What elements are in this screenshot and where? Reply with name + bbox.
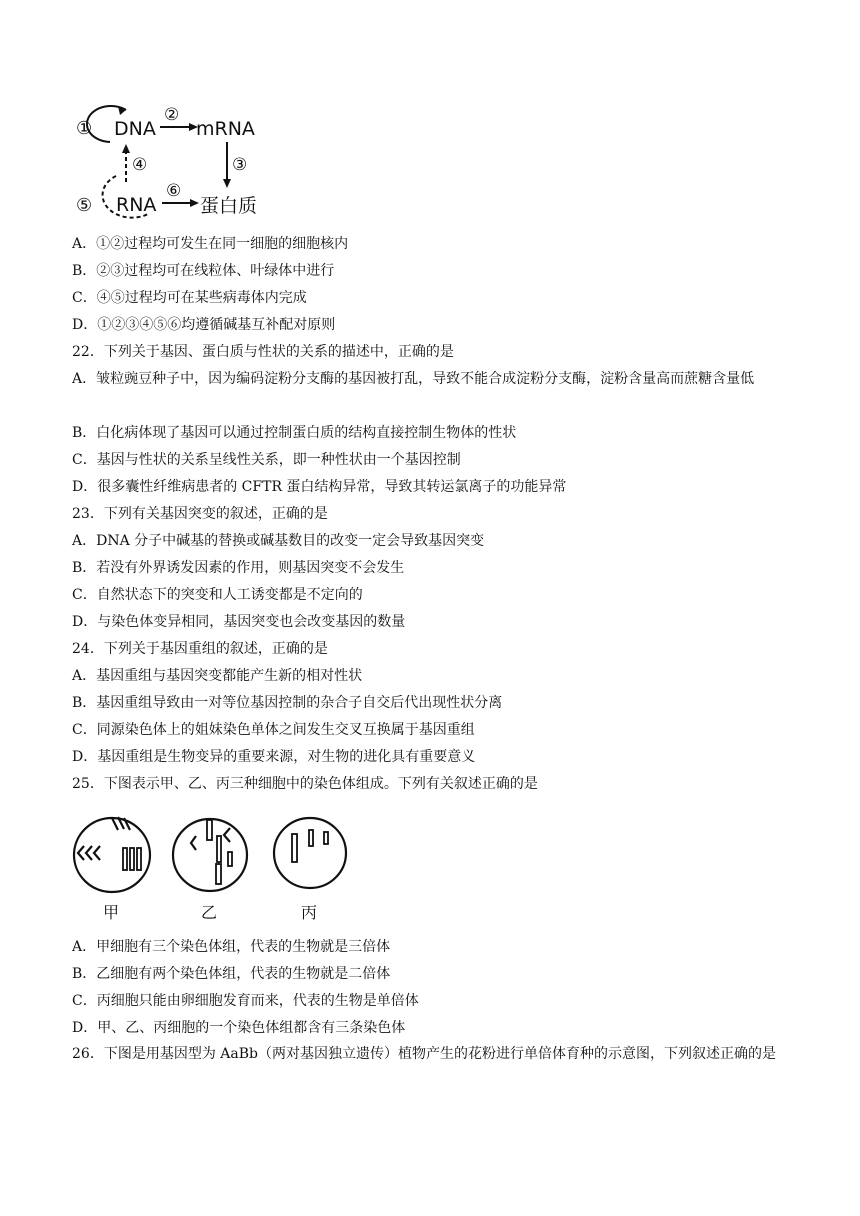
reverse-transcription-arrowhead (122, 144, 130, 153)
chromosome-cells-diagram (70, 808, 360, 923)
q23-option-b: B．若没有外界诱发因素的作用，则基因突变不会发生 (72, 560, 405, 576)
label-mrna: mRNA (196, 118, 255, 140)
label-protein: 蛋白质 (200, 195, 258, 217)
q23-option-c: C．自然状态下的突变和人工诱变都是不定向的 (72, 587, 363, 603)
q24-option-c: C．同源染色体上的姐妹染色单体之间发生交叉互换属于基因重组 (72, 722, 475, 738)
q22-option-b: B．白化病体现了基因可以通过控制蛋白质的结构直接控制生物体的性状 (72, 425, 517, 441)
label-circle-5: ⑤ (76, 195, 93, 216)
label-cell-bing: 丙 (301, 903, 318, 922)
label-cell-jia: 甲 (103, 903, 120, 922)
label-rna: RNA (116, 194, 157, 216)
q25-stem: 25．下图表示甲、乙、丙三种细胞中的染色体组成。下列有关叙述正确的是 (72, 776, 538, 792)
q22-option-c: C．基因与性状的关系呈线性关系，即一种性状由一个基因控制 (72, 452, 461, 468)
q22-option-d: D．很多囊性纤维病患者的 CFTR 蛋白结构异常，导致其转运氯离子的功能异常 (72, 479, 567, 495)
q23-option-d: D．与染色体变异相同，基因突变也会改变基因的数量 (72, 614, 406, 630)
label-circle-6: ⑥ (166, 181, 182, 201)
rna-translation-arrowhead (190, 199, 199, 207)
label-circle-2: ② (164, 105, 180, 125)
q22-option-a: A．皱粒豌豆种子中，因为编码淀粉分支酶的基因被打乱，导致不能合成淀粉分支酶，淀粉含量高而蔗糖含量低 (72, 371, 755, 387)
q23-stem: 23．下列有关基因突变的叙述，正确的是 (72, 506, 328, 522)
q21-option-c: C．④⑤过程均可在某些病毒体内完成 (72, 290, 307, 306)
q25-option-c: C．丙细胞只能由卵细胞发育而来，代表的生物是单倍体 (72, 993, 419, 1009)
q24-option-b: B．基因重组导致由一对等位基因控制的杂合子自交后代出现性状分离 (72, 695, 503, 711)
label-circle-3: ③ (232, 155, 248, 175)
q21-option-d: D．①②③④⑤⑥均遵循碱基互补配对原则 (72, 317, 336, 333)
label-cell-yi: 乙 (201, 903, 218, 922)
q24-option-a: A．基因重组与基因突变都能产生新的相对性状 (72, 668, 363, 684)
label-dna: DNA (114, 118, 156, 140)
cell-bing (274, 818, 346, 888)
q22-stem: 22．下列关于基因、蛋白质与性状的关系的描述中，正确的是 (72, 344, 454, 360)
q21-option-b: B．②③过程均可在线粒体、叶绿体中进行 (72, 263, 335, 279)
q23-option-a: A．DNA 分子中碱基的替换或碱基数目的改变一定会导致基因突变 (72, 533, 485, 549)
q26-stem: 26．下图是用基因型为 AaBb（两对基因独立遗传）植物产生的花粉进行单倍体育种的示意图，下列叙述正确的是 (72, 1046, 776, 1062)
q21-option-a: A．①②过程均可发生在同一细胞的细胞核内 (72, 236, 349, 252)
translation-arrowhead (223, 179, 231, 188)
label-circle-4: ④ (132, 155, 148, 175)
q25-option-d: D．甲、乙、丙细胞的一个染色体组都含有三条染色体 (72, 1020, 406, 1036)
q25-option-a: A．甲细胞有三个染色体组，代表的生物就是三倍体 (72, 939, 391, 955)
label-circle-1: ① (76, 118, 93, 139)
cell-jia (74, 817, 150, 892)
q25-option-b: B．乙细胞有两个染色体组，代表的生物就是二倍体 (72, 966, 391, 982)
q24-option-d: D．基因重组是生物变异的重要来源，对生物的进化具有重要意义 (72, 749, 476, 765)
q24-stem: 24．下列关于基因重组的叙述，正确的是 (72, 641, 328, 657)
central-dogma-diagram (70, 98, 270, 220)
cell-yi (173, 819, 247, 891)
